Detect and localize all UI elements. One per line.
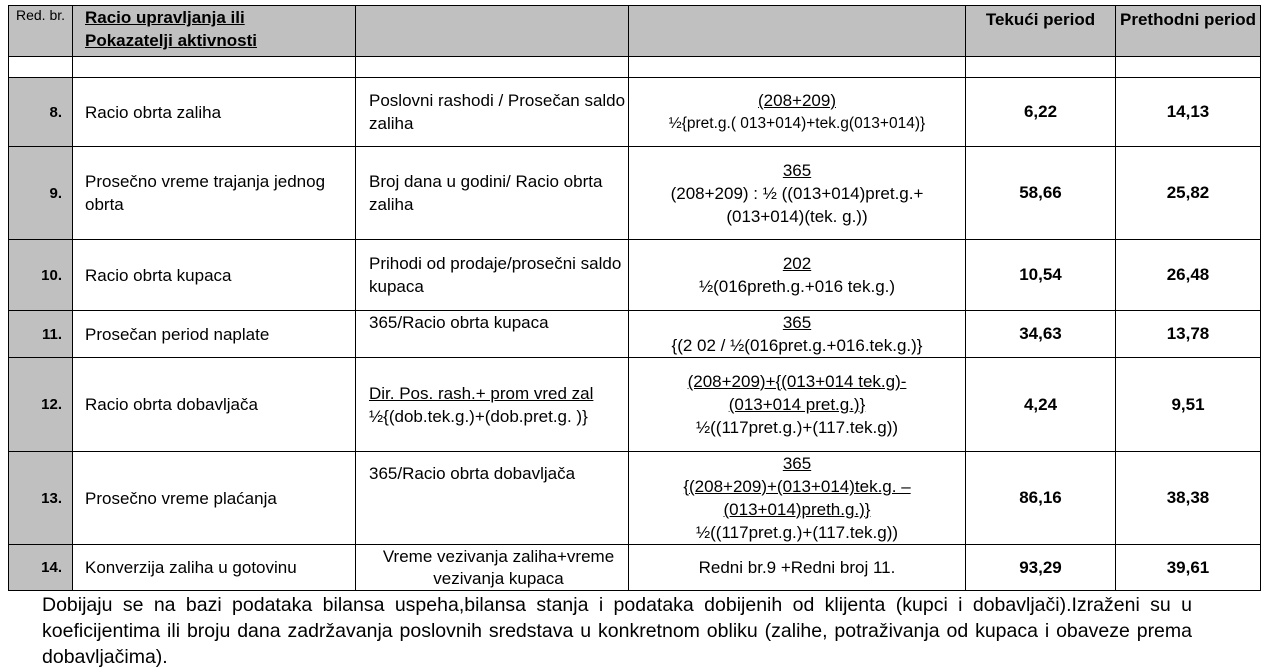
description-denominator: ½{(dob.tek.g.)+(dob.pret.g. )}: [369, 406, 588, 426]
formula-denominator: ½{pret.g.( 013+014)+tek.g(013+014)}: [668, 115, 926, 132]
current-value: 4,24: [966, 358, 1116, 452]
table-row: [9, 545, 1261, 591]
current-value: 10,54: [966, 240, 1116, 311]
description-numerator: Dir. Pos. rash.+ prom vred zal: [369, 383, 594, 403]
ratio-name: Prosečno vreme plaćanja: [73, 452, 356, 545]
ratio-name: Racio obrta zaliha: [73, 78, 356, 147]
ratio-formula: [629, 311, 966, 358]
header-row-number: Red. br.: [9, 6, 73, 57]
table-row: [9, 147, 1261, 240]
formula-denominator: ½(016preth.g.+016 tek.g.): [698, 277, 896, 296]
current-value: 58,66: [966, 147, 1116, 240]
ratio-description: Prihodi od prodaje/prosečni saldo kupaca: [356, 240, 629, 311]
row-number: 10.: [9, 240, 73, 311]
header-ratio-name: [73, 6, 356, 57]
previous-value: 9,51: [1116, 358, 1261, 452]
ratio-formula: [629, 358, 966, 452]
current-value: 93,29: [966, 545, 1116, 591]
formula-denominator: (208+209) : ½ ((013+014)pret.g.+(013+014)(tek. g.)): [670, 183, 924, 226]
table-row: [9, 240, 1261, 311]
ratio-description: Broj dana u godini/ Racio obrta zaliha: [356, 147, 629, 240]
formula-numerator: 365: [782, 160, 812, 180]
row-number: 12.: [9, 358, 73, 452]
table-row: [9, 452, 1261, 545]
ratio-formula: [629, 452, 966, 545]
ratio-description: Vreme vezivanja zaliha+vreme vezivanja kupaca: [356, 545, 629, 591]
row-number: 8.: [9, 78, 73, 147]
ratio-name: Racio obrta dobavljača: [73, 358, 356, 452]
formula-numerator: (208+209)+{(013+014 tek.g)-(013+014 pret.g.)}: [687, 372, 907, 414]
header-name-line2: Pokazatelji aktivnosti: [85, 31, 257, 50]
previous-value: 13,78: [1116, 311, 1261, 358]
formula-numerator: 365: [782, 454, 812, 473]
header-description: [356, 6, 629, 57]
table-row: [9, 78, 1261, 147]
ratio-description: [356, 358, 629, 452]
current-value: 86,16: [966, 452, 1116, 545]
explanatory-note: Dobijaju se na bazi podataka bilansa uspeha,bilansa stanja i podataka dobijenih od klijenta (kupci i dobavljači).Izraženi su u koeficijentima ili broju dana zadržavanja poslovnih sredstava u konkretnom obliku (zalihe, potraživanja od kupaca i obaveze prema dobavljačima).: [42, 594, 1192, 668]
header-current-period: Tekući period: [966, 6, 1116, 57]
row-number: 14.: [9, 545, 73, 591]
previous-value: 14,13: [1116, 78, 1261, 147]
table-row: [9, 358, 1261, 452]
previous-value: 26,48: [1116, 240, 1261, 311]
ratio-name: Prosečno vreme trajanja jednog obrta: [73, 147, 356, 240]
header-name-line1: Racio upravljanja ili: [85, 8, 245, 27]
ratio-name: Racio obrta kupaca: [73, 240, 356, 311]
formula-numerator: (208+209): [758, 91, 836, 110]
row-number: 11.: [9, 311, 73, 358]
ratio-name: Prosečan period naplate: [73, 311, 356, 358]
formula-numerator: 365: [782, 313, 812, 332]
previous-value: 39,61: [1116, 545, 1261, 591]
current-value: 34,63: [966, 311, 1116, 358]
row-number: 13.: [9, 452, 73, 545]
ratio-description: Poslovni rashodi / Prosečan saldo zaliha: [356, 78, 629, 147]
formula-numerator: 202: [782, 254, 812, 273]
formula-denominator: ½((117pret.g.)+(117.tek.g)): [695, 523, 899, 542]
header-previous-period: Prethodni period: [1116, 6, 1261, 57]
ratio-formula: Redni br.9 +Redni broj 11.: [629, 545, 966, 591]
ratio-formula: [629, 78, 966, 147]
table-spacer-row: [9, 57, 1261, 78]
formula-denominator: {(2 02 / ½(016pret.g.+016.tek.g.)}: [671, 336, 923, 355]
ratio-description: 365/Racio obrta dobavljača: [356, 452, 629, 545]
ratio-name: Konverzija zaliha u gotovinu: [73, 545, 356, 591]
formula-middle: {(208+209)+(013+014)tek.g. – (013+014)preth.g.)}: [683, 477, 911, 519]
activity-ratios-table: [8, 5, 1261, 591]
row-number: 9.: [9, 147, 73, 240]
current-value: 6,22: [966, 78, 1116, 147]
header-formula: [629, 6, 966, 57]
previous-value: 25,82: [1116, 147, 1261, 240]
ratio-formula: [629, 147, 966, 240]
formula-denominator: ½((117pret.g.)+(117.tek.g)): [695, 418, 899, 437]
table-row: [9, 311, 1261, 358]
ratio-description: 365/Racio obrta kupaca: [356, 311, 629, 358]
table-header-row: [9, 6, 1261, 57]
ratio-formula: [629, 240, 966, 311]
previous-value: 38,38: [1116, 452, 1261, 545]
